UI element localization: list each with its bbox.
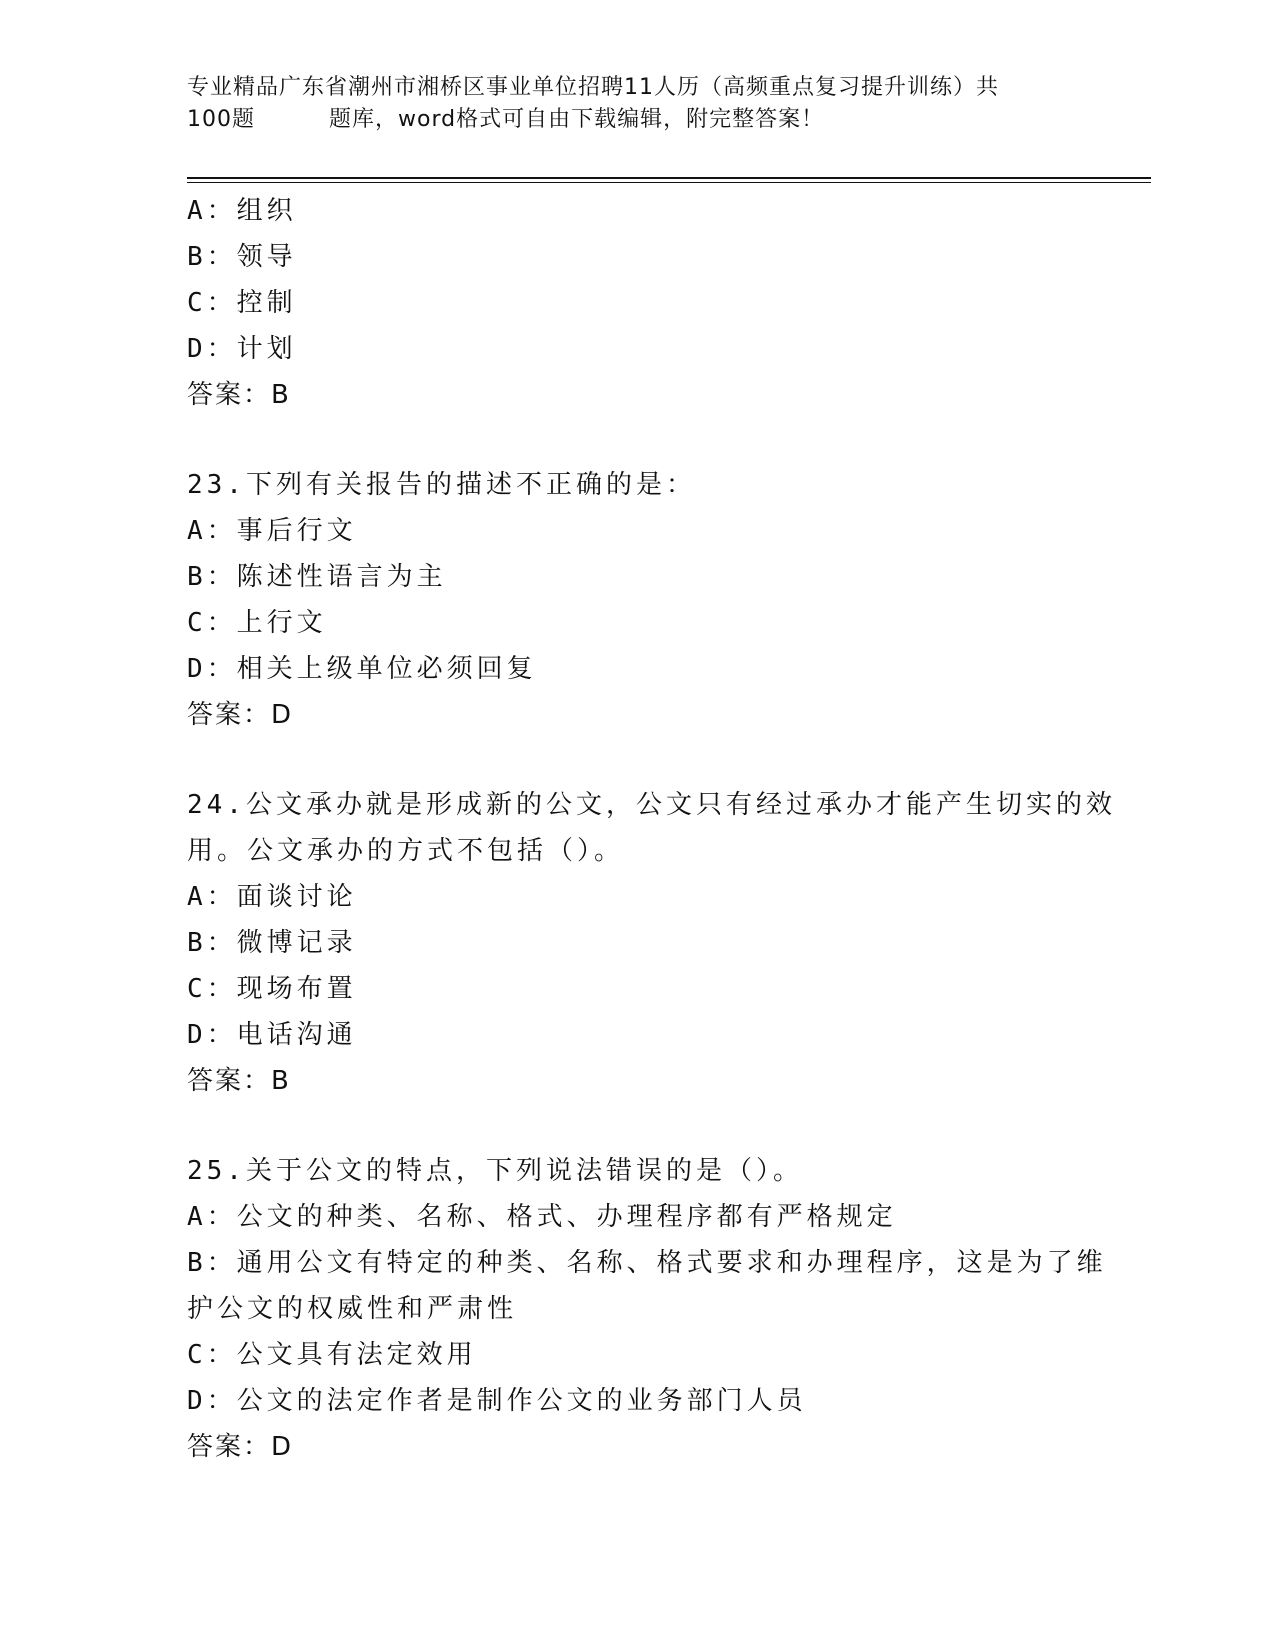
option-b-line2: 护公文的权威性和严肃性: [187, 1294, 518, 1324]
option-a: A：面谈讨论: [187, 882, 357, 912]
question-text: 25.关于公文的特点，下列说法错误的是（）。: [187, 1156, 803, 1186]
option-b-line1: B：通用公文有特定的种类、名称、格式要求和办理程序，这是为了维: [187, 1248, 1107, 1278]
option-a: A：事后行文: [187, 516, 357, 546]
option-b: B：领导: [187, 242, 297, 272]
question-block-22-tail: [187, 188, 1087, 418]
option-d: D：公文的法定作者是制作公文的业务部门人员: [187, 1386, 807, 1416]
option-b: B：陈述性语言为主: [187, 562, 447, 592]
option-d: D：相关上级单位必须回复: [187, 654, 537, 684]
option-c: C：现场布置: [187, 974, 357, 1004]
answer-label: 答案：B: [187, 380, 291, 410]
option-d: D：电话沟通: [187, 1020, 357, 1050]
option-c: C：上行文: [187, 608, 327, 638]
answer-label: 答案：D: [187, 700, 294, 730]
question-block-24: [187, 782, 1116, 1104]
header-title-line1: 专业精品广东省潮州市湘桥区事业单位招聘11人历（高频重点复习提升训练）共: [187, 75, 999, 100]
question-text: 23.下列有关报告的描述不正确的是：: [187, 470, 696, 500]
option-c: C：控制: [187, 288, 297, 318]
header-divider-thick: [187, 177, 1151, 179]
header-title-line2: [187, 104, 1087, 136]
question-text-line2: 用。公文承办的方式不包括（）。: [187, 836, 625, 866]
question-block-23: [187, 462, 1087, 738]
answer-label: 答案：D: [187, 1432, 294, 1462]
document-body: [187, 188, 1116, 1470]
option-a: A：组织: [187, 196, 297, 226]
option-c: C：公文具有法定效用: [187, 1340, 477, 1370]
header-question-count: 100题: [187, 107, 255, 132]
option-a: A：公文的种类、名称、格式、办理程序都有严格规定: [187, 1202, 897, 1232]
option-d: D：计划: [187, 334, 297, 364]
document-header: [187, 72, 1087, 136]
option-b: B：微博记录: [187, 928, 357, 958]
question-block-25: [187, 1148, 1107, 1470]
header-divider-thin: [187, 182, 1151, 183]
answer-label: 答案：B: [187, 1066, 291, 1096]
question-text-line1: 24.公文承办就是形成新的公文，公文只有经过承办才能产生切实的效: [187, 790, 1116, 820]
header-description: 题库，word格式可自由下载编辑，附完整答案！: [329, 107, 825, 132]
